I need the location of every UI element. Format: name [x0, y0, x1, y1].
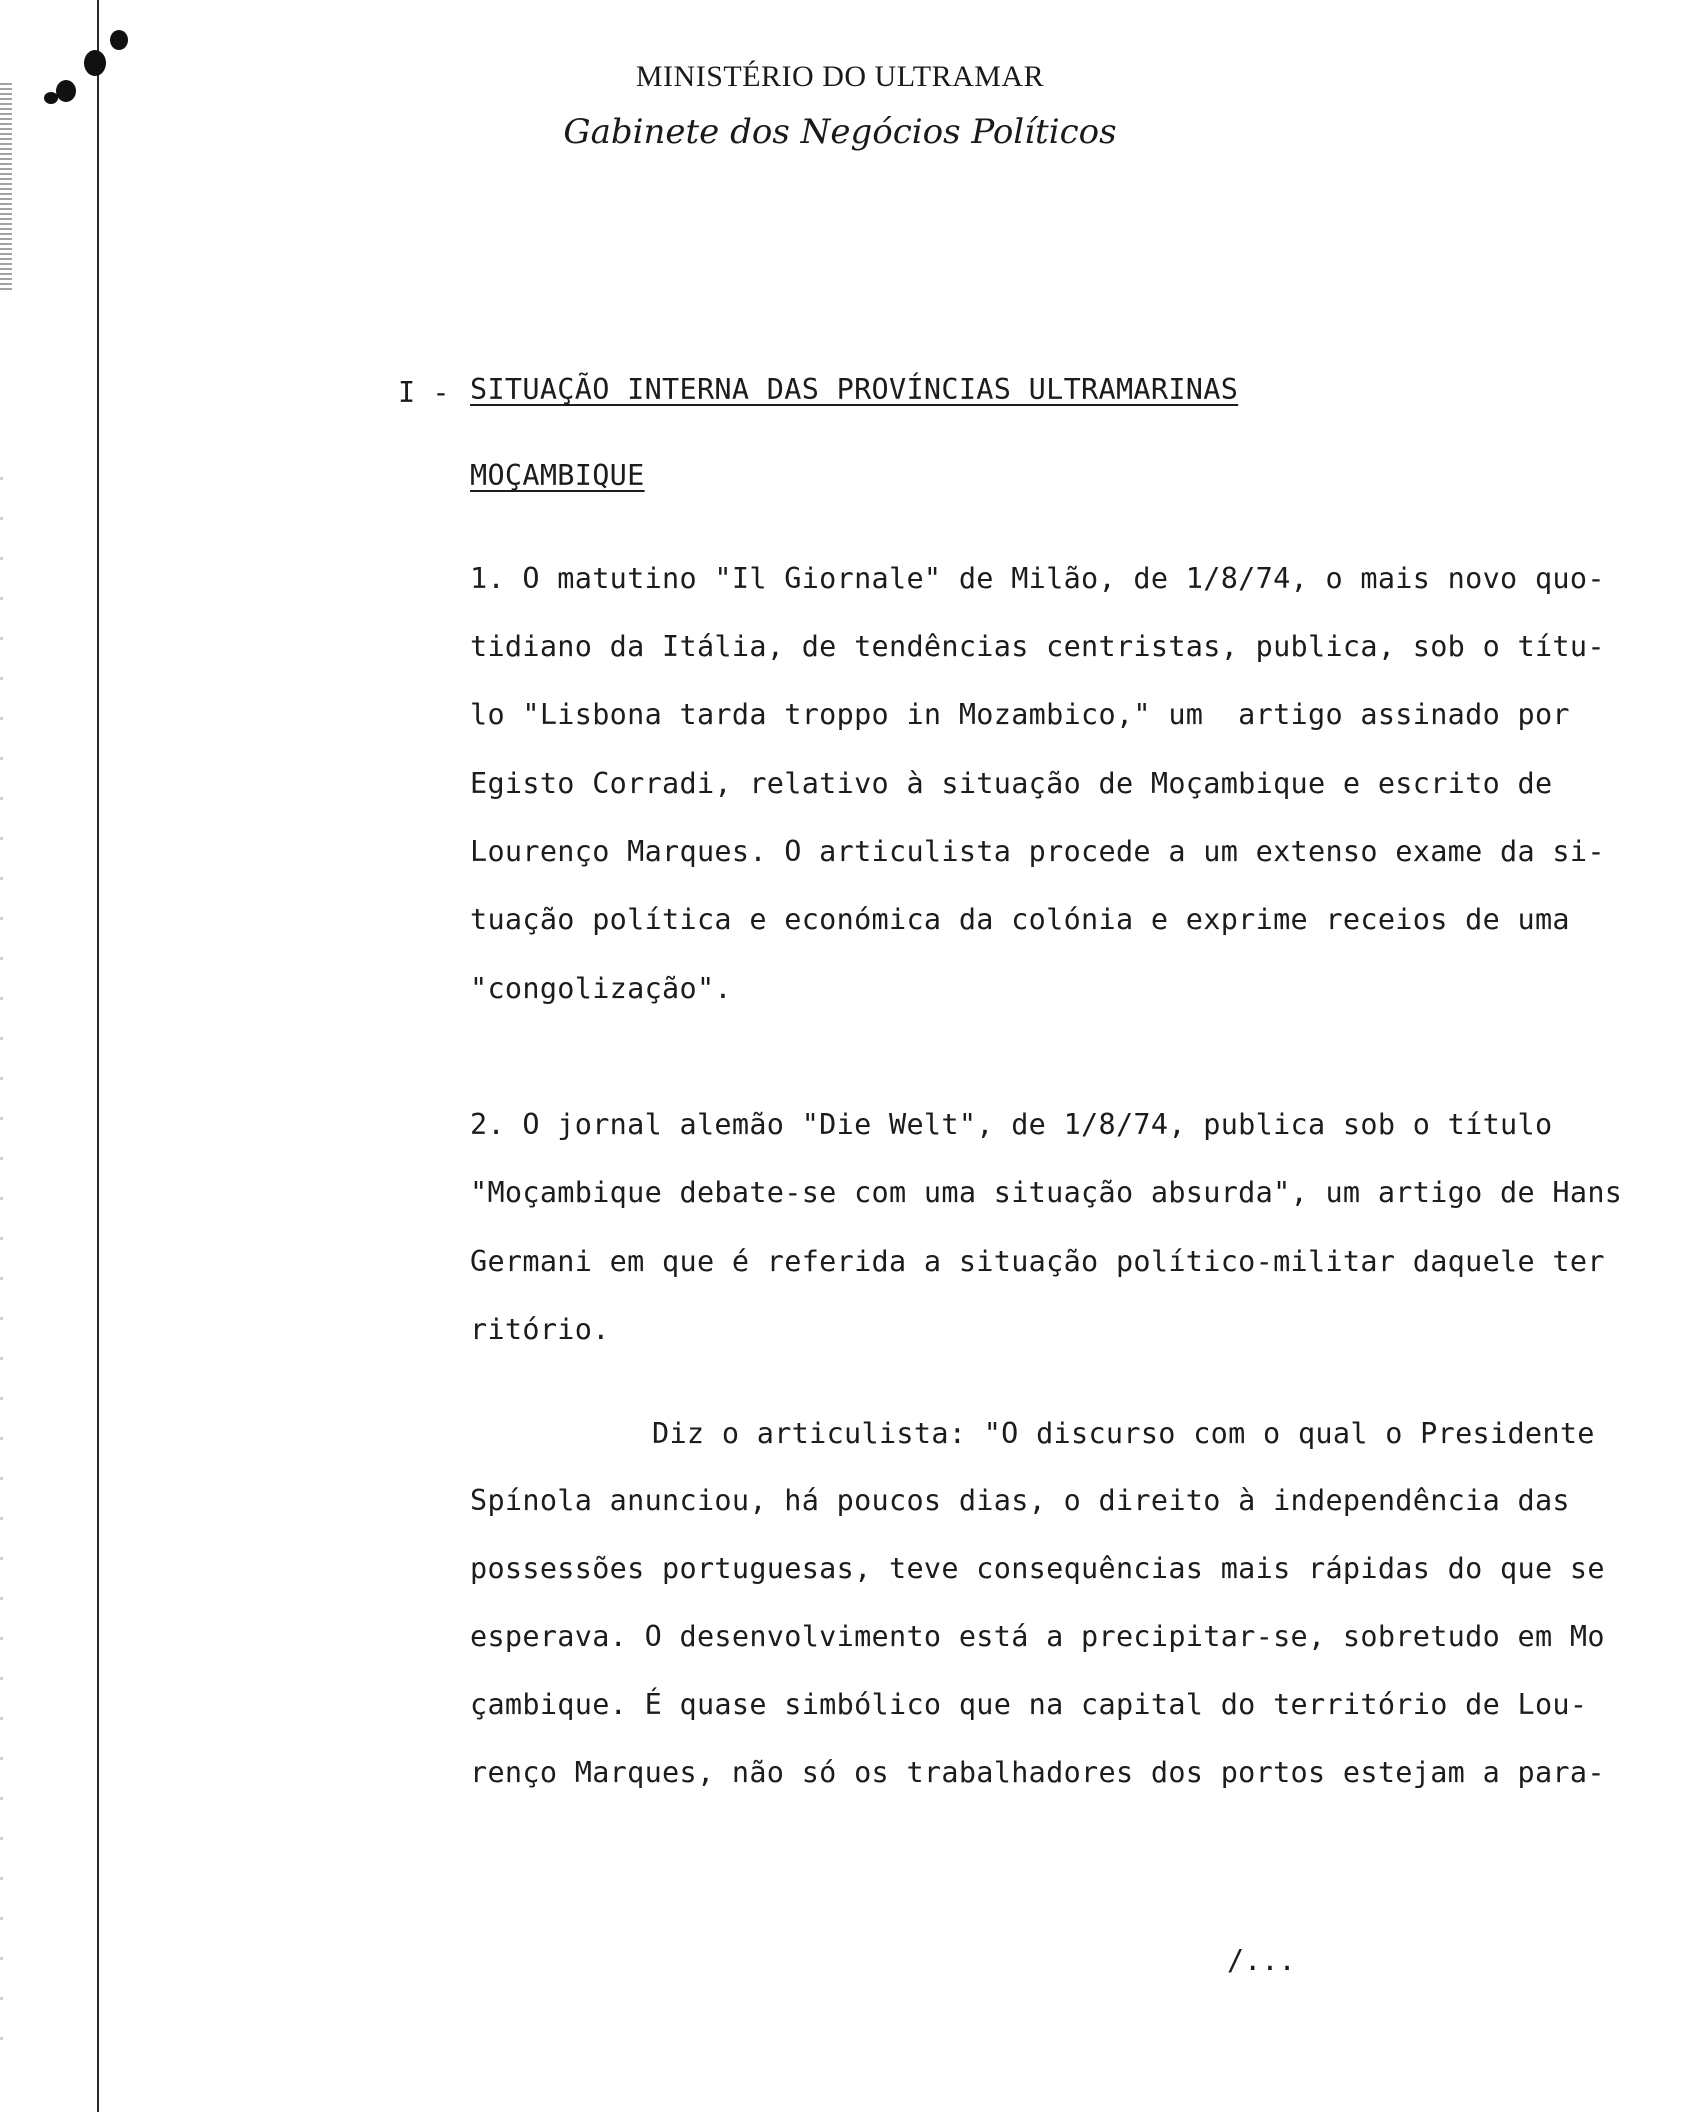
- paragraph-line: tidiano da Itália, de tendências centristas, publica, sob o títu-: [470, 630, 1605, 663]
- left-margin-rule: [97, 0, 99, 2112]
- scan-edge-shadow: [0, 80, 12, 290]
- paragraph-line: esperava. O desenvolvimento está a precipitar-se, sobretudo em Mo: [470, 1620, 1605, 1653]
- punch-hole-mark: [56, 80, 76, 102]
- paragraph-line: Lourenço Marques. O articulista procede a um extenso exame da si-: [470, 835, 1605, 868]
- paragraph-line: tuação política e económica da colónia e exprime receios de uma: [470, 903, 1570, 936]
- paragraph-line: renço Marques, não só os trabalhadores dos portos estejam a para-: [470, 1756, 1605, 1789]
- scan-edge-shadow-lower: [0, 440, 3, 2040]
- cabinet-subheading: Gabinete dos Negócios Políticos: [563, 112, 1117, 152]
- paragraph-line: Germani em que é referida a situação político-militar daquele ter: [470, 1245, 1605, 1278]
- section-number: I -: [398, 376, 450, 409]
- paragraph-line: "Moçambique debate-se com uma situação absurda", um artigo de Hans: [470, 1176, 1623, 1209]
- paragraph-line: ritório.: [470, 1313, 610, 1346]
- section-subtitle: MOÇAMBIQUE: [470, 459, 645, 492]
- section-title: SITUAÇÃO INTERNA DAS PROVÍNCIAS ULTRAMARINAS: [470, 373, 1239, 406]
- paragraph-line: 2. O jornal alemão "Die Welt", de 1/8/74, publica sob o título: [470, 1108, 1553, 1141]
- paragraph-line: Diz o articulista: "O discurso com o qual o Presidente: [652, 1417, 1595, 1450]
- punch-hole-mark: [84, 50, 106, 76]
- paragraph-line: possessões portuguesas, teve consequências mais rápidas do que se: [470, 1552, 1605, 1585]
- paragraph-line: 1. O matutino "Il Giornale" de Milão, de 1/8/74, o mais novo quo-: [470, 562, 1605, 595]
- paragraph-line: "congolização".: [470, 972, 732, 1005]
- paragraph-line: Egisto Corradi, relativo à situação de Moçambique e escrito de: [470, 767, 1553, 800]
- paragraph-line: Spínola anunciou, há poucos dias, o direito à independência das: [470, 1484, 1570, 1517]
- page-continuation-mark: /...: [1227, 1944, 1296, 1977]
- paragraph-line: çambique. É quase simbólico que na capital do território de Lou-: [470, 1688, 1588, 1721]
- punch-hole-mark: [44, 92, 58, 104]
- ministry-heading: MINISTÉRIO DO ULTRAMAR: [635, 60, 1045, 93]
- punch-hole-mark: [110, 30, 128, 50]
- paragraph-line: lo "Lisbona tarda troppo in Mozambico," um artigo assinado por: [470, 698, 1570, 731]
